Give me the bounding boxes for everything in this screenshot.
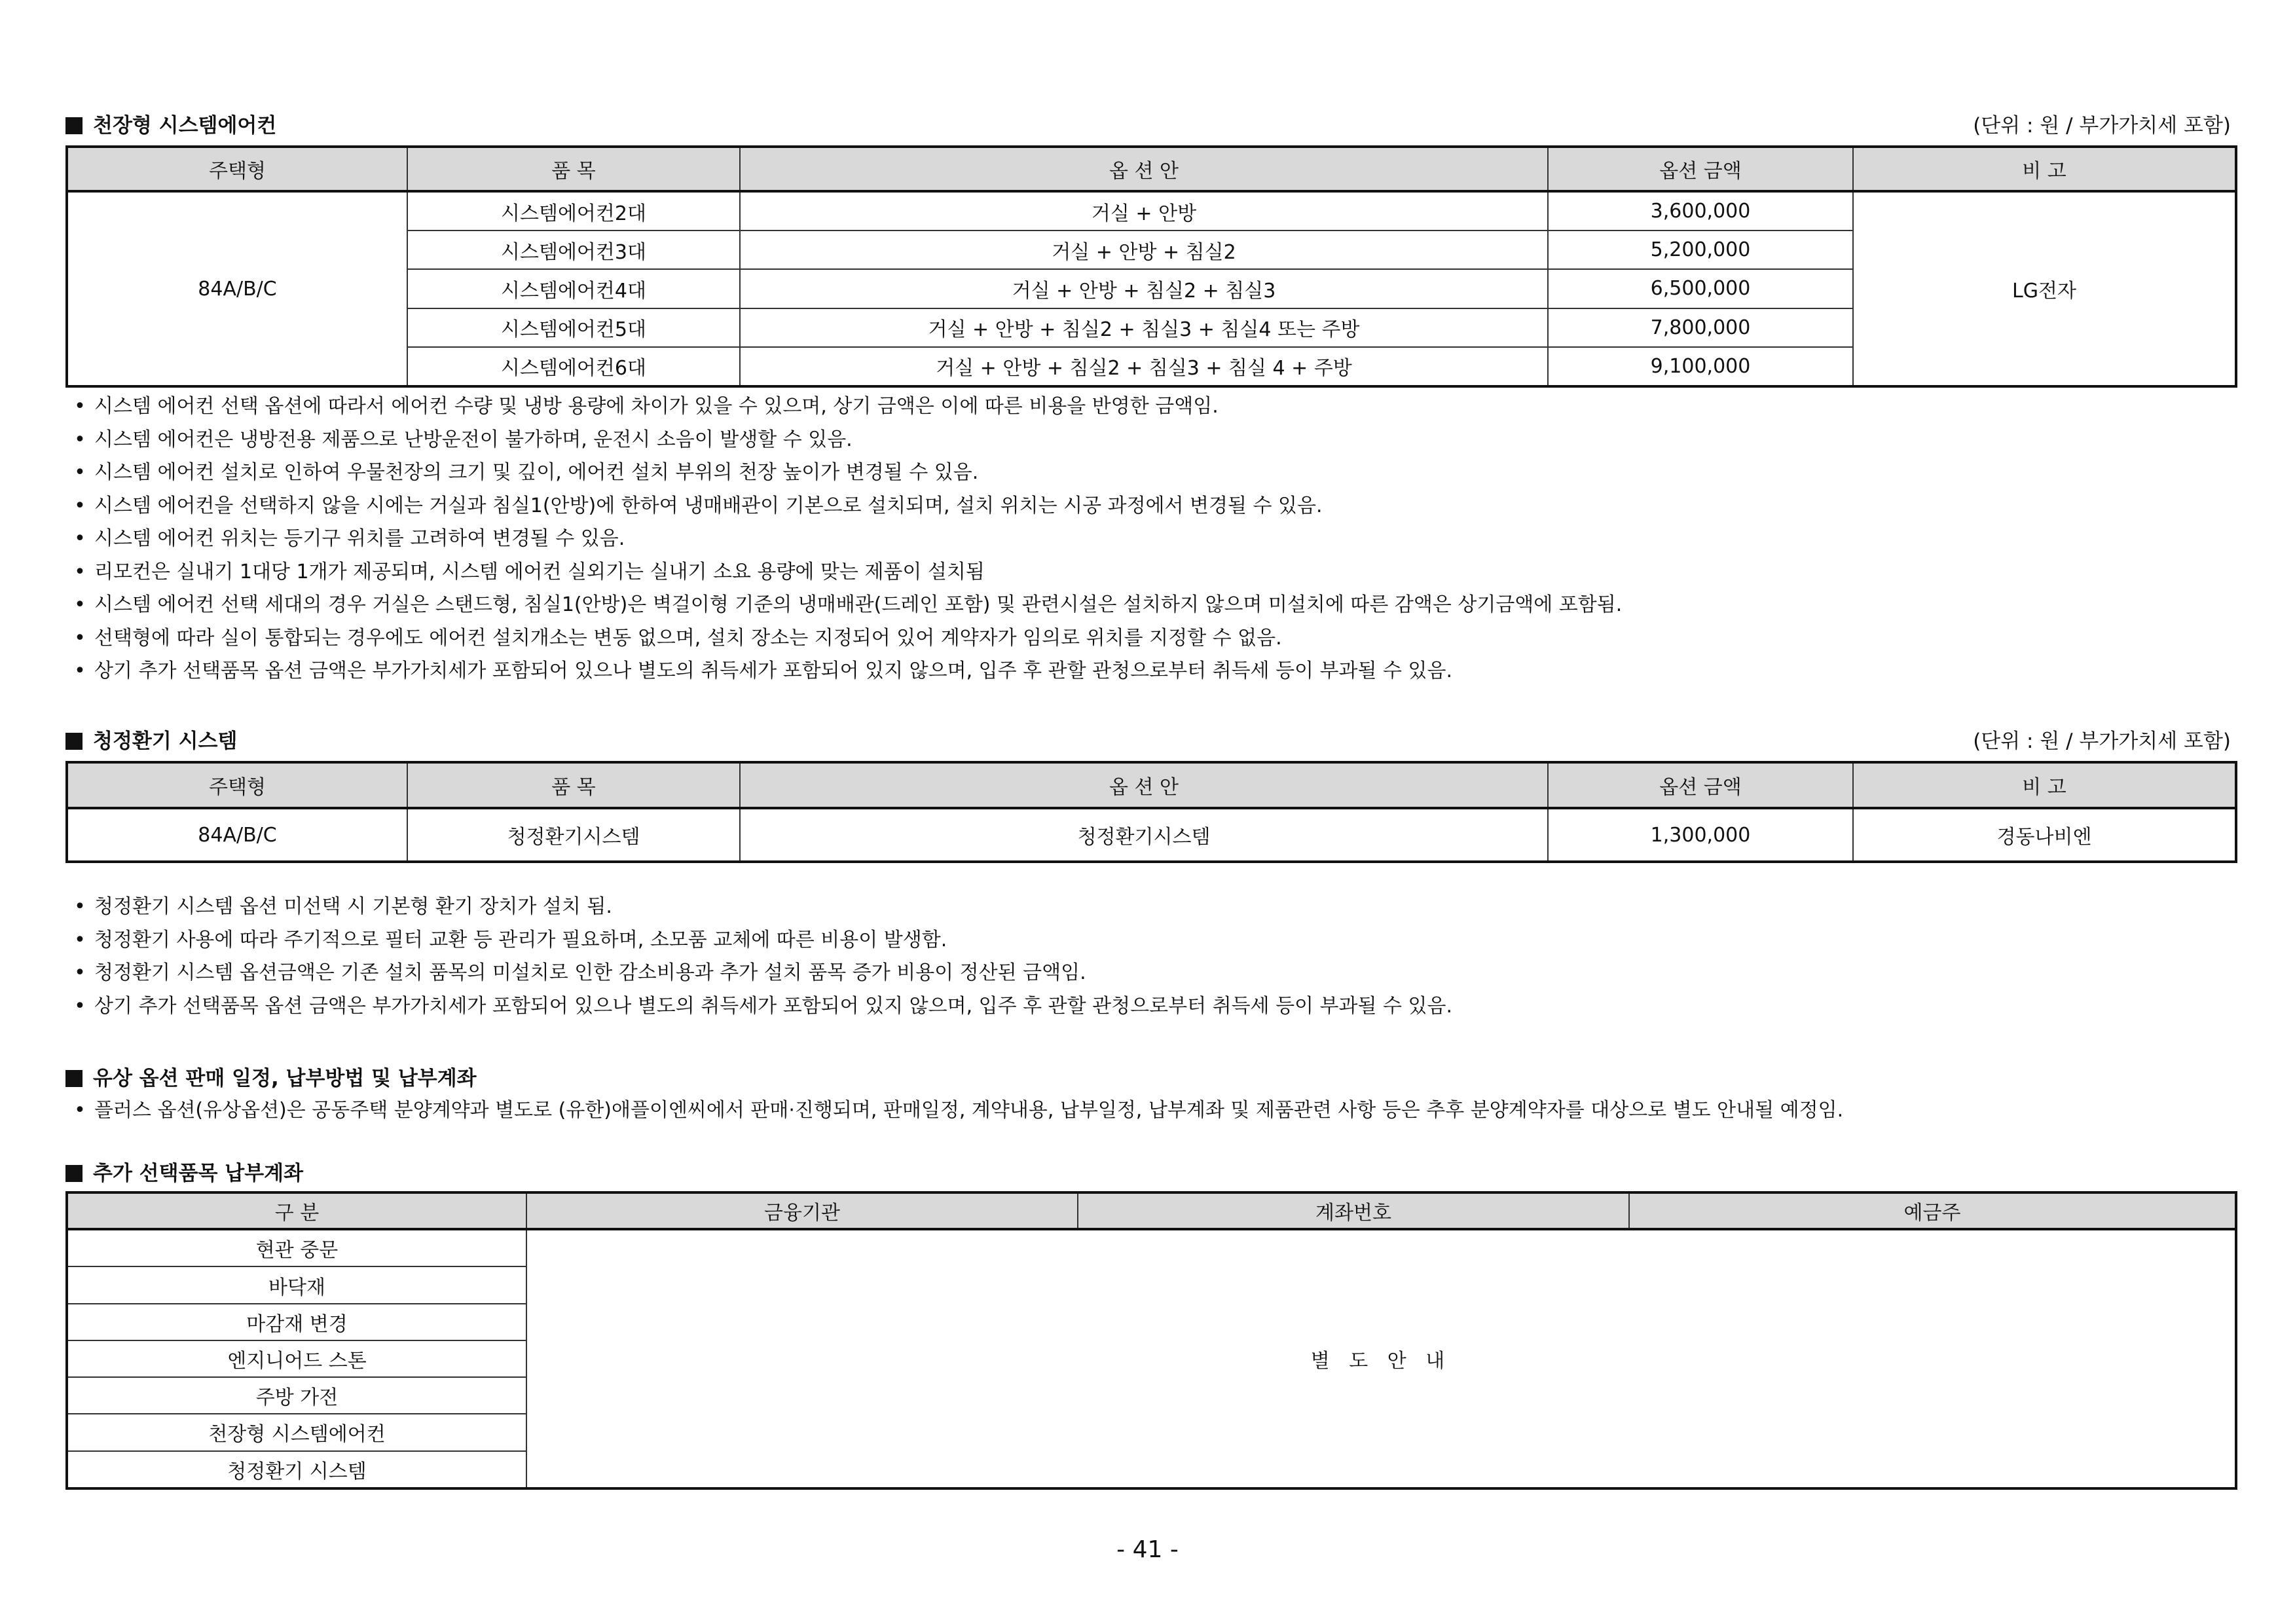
option-cell: 거실 + 안방 + 침실2 + 침실3 + 침실 4 + 주방 [740, 347, 1548, 386]
price-cell: 9,100,000 [1548, 347, 1853, 386]
note-item [65, 589, 2252, 622]
category-cell: 천장형 시스템에어컨 [67, 1414, 526, 1450]
item-cell: 청정환기시스템 [407, 808, 740, 862]
note-text: 시스템 에어컨 선택 옵션에 따라서 에어컨 수량 및 냉방 용량에 차이가 있을 수 있으며, 상기 금액은 이에 따른 비용을 반영한 금액임. [94, 395, 1219, 418]
bullet-icon: • [74, 928, 86, 951]
note-item [65, 957, 2252, 990]
section-title-ventilation [65, 728, 237, 754]
header-remark: 비 고 [1853, 147, 2236, 191]
bullet-icon: • [74, 560, 86, 583]
option-cell: 거실 + 안방 + 침실2 + 침실3 + 침실4 또는 주방 [740, 308, 1548, 347]
note-item [65, 622, 2252, 655]
header-account-number: 계좌번호 [1078, 1192, 1629, 1229]
page-number: - 41 - [1116, 1536, 1179, 1563]
price-cell: 3,600,000 [1548, 191, 1853, 231]
header-category: 구 분 [67, 1192, 526, 1229]
price-cell: 1,300,000 [1548, 808, 1853, 862]
bullet-icon: • [74, 395, 86, 418]
note-text: 청정환기 시스템 옵션금액은 기존 설치 품목의 미설치로 인한 감소비용과 추가 설치 품목 증가 비용이 정산된 금액임. [94, 961, 1086, 984]
header-option-plan: 옵 션 안 [740, 762, 1548, 808]
housing-type-cell: 84A/B/C [67, 808, 407, 862]
section-title-text: 천장형 시스템에어컨 [93, 114, 277, 138]
note-text: 선택형에 따라 실이 통합되는 경우에도 에어컨 설치개소는 변동 없으며, 설치 장소는 지정되어 있어 계약자가 임의로 위치를 지정할 수 없음. [94, 626, 1282, 650]
item-cell: 시스템에어컨5대 [407, 308, 740, 347]
bullet-icon: • [74, 428, 86, 451]
bullet-icon: • [74, 659, 86, 682]
price-cell: 7,800,000 [1548, 308, 1853, 347]
option-cell: 거실 + 안방 + 침실2 [740, 231, 1548, 269]
note-item [65, 390, 2252, 424]
note-item [65, 924, 2252, 957]
item-cell: 시스템에어컨6대 [407, 347, 740, 386]
header-item: 품 목 [407, 147, 740, 191]
note-text: 리모컨은 실내기 1대당 1개가 제공되며, 시스템 에어컨 실외기는 실내기 소요 용량에 맞는 제품이 설치됨 [94, 560, 985, 583]
note-item [65, 556, 2252, 589]
category-cell: 마감재 변경 [67, 1304, 526, 1340]
section-title-payment-account [65, 1160, 303, 1187]
header-depositor: 예금주 [1629, 1192, 2236, 1229]
bullet-icon: • [74, 626, 86, 650]
note-text: 시스템 에어컨을 선택하지 않을 시에는 거실과 침실1(안방)에 한하여 냉매배관이 기본으로 설치되며, 설치 위치는 시공 과정에서 변경될 수 있음. [94, 494, 1323, 517]
note-text: 상기 추가 선택품목 옵션 금액은 부가가치세가 포함되어 있으나 별도의 취득세가 포함되어 있지 않으며, 입주 후 관할 관청으로부터 취득세 등이 부과될 수 있음. [94, 659, 1453, 682]
ventilation-notes [65, 891, 2252, 1023]
category-cell: 현관 중문 [67, 1229, 526, 1266]
bullet-icon: • [74, 494, 86, 517]
section-title-text: 추가 선택품목 납부계좌 [93, 1162, 304, 1185]
section-title-system-aircon [65, 113, 276, 139]
bullet-icon: • [74, 461, 86, 484]
payment-account-table [65, 1191, 2237, 1490]
item-cell: 시스템에어컨2대 [407, 191, 740, 231]
note-item [65, 424, 2252, 457]
header-housing-type: 주택형 [67, 147, 407, 191]
square-bullet-icon [65, 733, 83, 750]
header-remark: 비 고 [1853, 762, 2236, 808]
category-cell: 주방 가전 [67, 1377, 526, 1414]
note-text: 시스템 에어컨 위치는 등기구 위치를 고려하여 변경될 수 있음. [94, 527, 625, 550]
note-text: 시스템 에어컨은 냉방전용 제품으로 난방운전이 불가하며, 운전시 소음이 발생할 수 있음. [94, 428, 853, 451]
header-bank: 금융기관 [526, 1192, 1078, 1229]
bullet-icon: • [74, 593, 86, 616]
price-cell: 5,200,000 [1548, 231, 1853, 269]
aircon-option-table [65, 145, 2237, 388]
remark-cell: 경동나비엔 [1853, 808, 2236, 862]
note-text: 플러스 옵션(유상옵션)은 공동주택 분양계약과 별도로 (유한)애플이엔씨에서 판매·진행되며, 판매일정, 계약내용, 납부일정, 납부계좌 및 제품관련 사항 등은 추후 분양계약자를 대상으로 별도 안내될 예정임. [94, 1099, 1844, 1122]
unit-note: (단위 : 원 / 부가가치세 포함) [1973, 114, 2231, 138]
remark-cell: LG전자 [1853, 191, 2236, 386]
note-text: 청정환기 사용에 따라 주기적으로 필터 교환 등 관리가 필요하며, 소모품 교체에 따른 비용이 발생함. [94, 928, 947, 951]
option-cell: 거실 + 안방 + 침실2 + 침실3 [740, 269, 1548, 308]
note-item [65, 655, 2252, 688]
bullet-icon: • [74, 994, 86, 1018]
square-bullet-icon [65, 1165, 83, 1182]
header-option-price: 옵션 금액 [1548, 762, 1853, 808]
section-title-text: 청정환기 시스템 [93, 729, 238, 753]
note-item [65, 990, 2252, 1024]
aircon-notes [65, 390, 2252, 688]
bullet-icon: • [74, 527, 86, 550]
bullet-icon: • [74, 1099, 86, 1122]
item-cell: 시스템에어컨3대 [407, 231, 740, 269]
header-item: 품 목 [407, 762, 740, 808]
section-title-paid-option-sales [65, 1065, 477, 1092]
square-bullet-icon [65, 117, 83, 134]
header-option-plan: 옵 션 안 [740, 147, 1548, 191]
separate-notice-cell: 별 도 안 내 [526, 1229, 2236, 1488]
ventilation-option-table [65, 761, 2237, 863]
square-bullet-icon [65, 1070, 83, 1087]
note-item [65, 456, 2252, 490]
bullet-icon: • [74, 895, 86, 918]
note-text: 청정환기 시스템 옵션 미선택 시 기본형 환기 장치가 설치 됨. [94, 895, 612, 918]
category-cell: 청정환기 시스템 [67, 1451, 526, 1488]
note-item [65, 523, 2252, 556]
note-item [65, 490, 2252, 523]
option-cell: 청정환기시스템 [740, 808, 1548, 862]
category-cell: 바닥재 [67, 1266, 526, 1303]
note-item [65, 891, 2252, 924]
note-item [65, 1094, 2252, 1128]
note-text: 시스템 에어컨 선택 세대의 경우 거실은 스탠드형, 침실1(안방)은 벽걸이형 기준의 냉매배관(드레인 포함) 및 관련시설은 설치하지 않으며 미설치에 따른 감액은 상기금액에 포함됨. [94, 593, 1623, 616]
price-cell: 6,500,000 [1548, 269, 1853, 308]
section-title-text: 유상 옵션 판매 일정, 납부방법 및 납부계좌 [93, 1067, 477, 1090]
paid-option-notes [65, 1094, 2252, 1128]
bullet-icon: • [74, 961, 86, 984]
header-housing-type: 주택형 [67, 762, 407, 808]
item-cell: 시스템에어컨4대 [407, 269, 740, 308]
option-cell: 거실 + 안방 [740, 191, 1548, 231]
unit-note: (단위 : 원 / 부가가치세 포함) [1973, 729, 2231, 753]
housing-type-cell: 84A/B/C [67, 191, 407, 386]
note-text: 시스템 에어컨 설치로 인하여 우물천장의 크기 및 깊이, 에어컨 설치 부위의 천장 높이가 변경될 수 있음. [94, 461, 979, 484]
header-option-price: 옵션 금액 [1548, 147, 1853, 191]
note-text: 상기 추가 선택품목 옵션 금액은 부가가치세가 포함되어 있으나 별도의 취득세가 포함되어 있지 않으며, 입주 후 관할 관청으로부터 취득세 등이 부과될 수 있음. [94, 994, 1453, 1018]
category-cell: 엔지니어드 스톤 [67, 1340, 526, 1377]
